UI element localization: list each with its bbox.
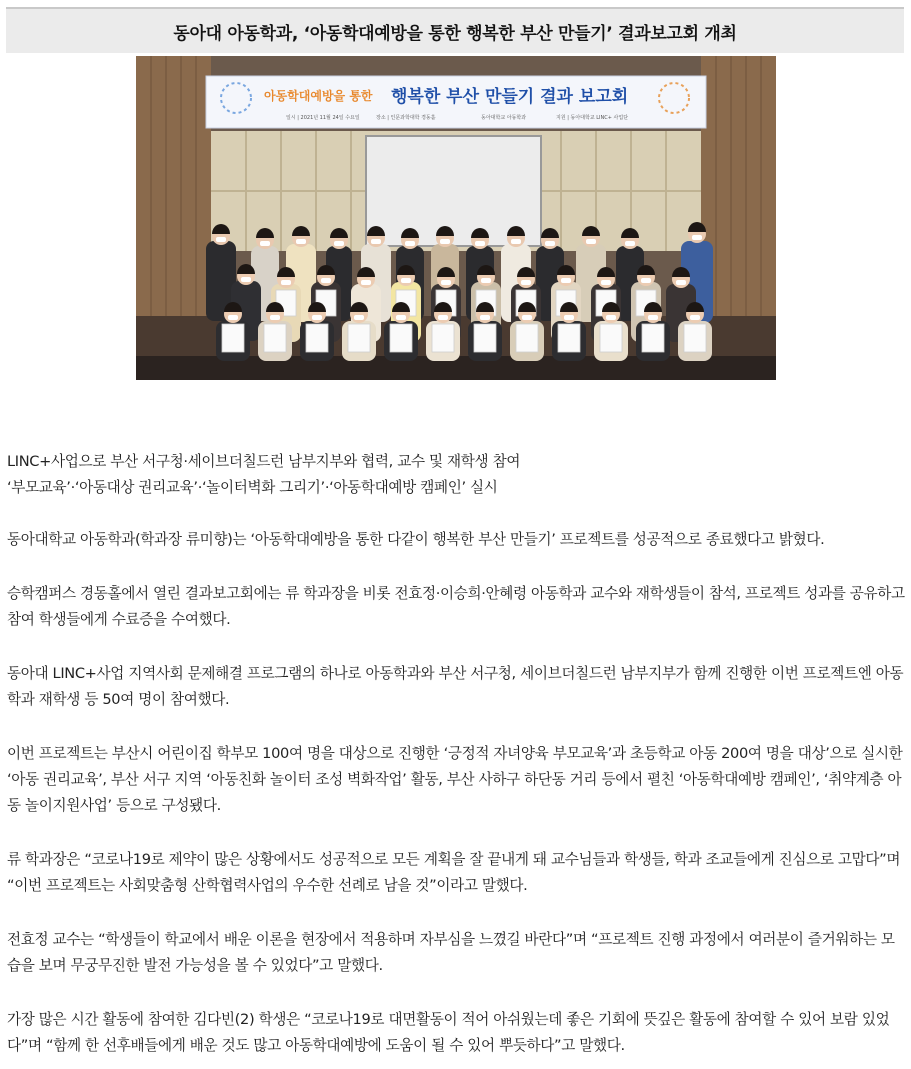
article-paragraph: 이번 프로젝트는 부산시 어린이집 학부모 100여 명을 대상으로 진행한 ‘긍정적 자녀양육 부모교육’과 초등학교 아동 200여 명을 대상’으로 실시한 ‘아동 권리교육’, 부산 서구 지역 ‘아동친화 놀이터 조성 벽화작업’ 활동, 부산 사하구 하단동 거리 등에서 펼친 ‘아동학대예방 캠페인’, ‘취약계층 아동 놀이지원사업’ 등으로 구성됐다. <box>7 745 903 814</box>
article-paragraph: 동아대학교 아동학과(학과장 류미향)는 ‘아동학대예방을 통한 다같이 행복한 부산 만들기’ 프로젝트를 성공적으로 종료했다고 밝혔다. <box>7 531 825 548</box>
article-paragraph: 전효정 교수는 “학생들이 학교에서 배운 이론을 현장에서 적용하며 자부심을 느꼈길 바란다”며 “프로젝트 진행 과정에서 여러분이 즐거워하는 모습을 보며 무궁무진한 발전 가능성을 볼 수 있었다”고 말했다. <box>7 931 895 974</box>
banner-info-support: 지원 | 동아대학교 LINC+ 사업단 <box>556 115 629 121</box>
article-title-bar <box>6 7 904 53</box>
article-title: 동아대 아동학과, ‘아동학대예방을 통한 행복한 부산 만들기’ 결과보고회 개최 <box>173 23 737 44</box>
article-body <box>7 449 905 1069</box>
article-paragraph: 승학캠퍼스 경동홀에서 열린 결과보고회에는 류 학과장을 비롯 전효정·이승희·안혜령 아동학과 교수와 재학생들이 참석, 프로젝트 성과를 공유하고 참여 학생들에게 수료증을 수여했다. <box>7 585 905 628</box>
group-photo <box>136 56 776 380</box>
subhead-line: LINC+사업으로 부산 서구청·세이브더칠드런 남부지부와 협력, 교수 및 재학생 참여 <box>7 453 521 470</box>
article-subheads <box>7 449 905 501</box>
banner-large-text: 행복한 부산 만들기 결과 보고회 <box>391 87 629 107</box>
banner-info-place: 장소 | 인문과학대학 경동홀 <box>376 115 436 121</box>
subhead-line: ‘부모교육’·‘아동대상 권리교육’·‘놀이터벽화 그리기’·‘아동학대예방 캠페인’ 실시 <box>7 479 498 496</box>
article-paragraph: 가장 많은 시간 활동에 참여한 김다빈(2) 학생은 “코로나19로 대면활동이 적어 아쉬웠는데 좋은 기회에 뜻깊은 활동에 참여할 수 있어 보람 있었다”며 “함께 한 선후배들에게 배운 것도 많고 아동학대예방에 도움이 될 수 있어 뿌듯하다”고 말했다. <box>7 1011 890 1054</box>
banner-info-date: 일시 | 2021년 11월 24일 수요일 <box>286 115 360 121</box>
article-paragraph: 류 학과장은 “코로나19로 제약이 많은 상황에서도 성공적으로 모든 계획을 잘 끝내게 돼 교수님들과 학생들, 학과 조교들에게 진심으로 고맙다”며 “이번 프로젝트는 사회맞춤형 산학협력사업의 우수한 선례로 남을 것”이라고 말했다. <box>7 851 901 894</box>
article-paragraph: 동아대 LINC+사업 지역사회 문제해결 프로그램의 하나로 아동학과와 부산 서구청, 세이브더칠드런 남부지부가 함께 진행한 이번 프로젝트엔 아동학과 재학생 등 50여 명이 참여했다. <box>7 665 904 708</box>
banner-info-org: 동아대학교 아동학과 <box>481 115 527 121</box>
banner-small-text: 아동학대예방을 통한 <box>264 89 373 103</box>
